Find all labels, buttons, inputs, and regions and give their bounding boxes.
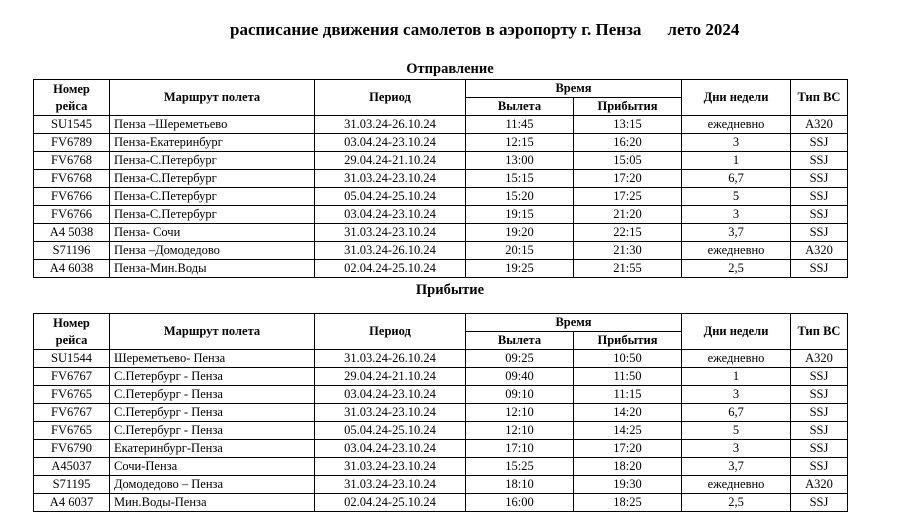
route-cell: Пенза-Екатеринбург (110, 134, 315, 152)
departure-time-cell: 15:20 (466, 188, 574, 206)
table-row (34, 134, 848, 152)
arrivals-title: Прибытие (415, 282, 485, 298)
aircraft-type-cell: А320 (791, 476, 848, 494)
days-cell: 1 (682, 152, 791, 170)
arrival-time-cell: 18:20 (574, 458, 682, 476)
table-row (34, 422, 848, 440)
days-cell: 5 (682, 422, 791, 440)
route-cell: Мин.Воды-Пенза (110, 494, 315, 512)
aircraft-type-cell: А320 (791, 350, 848, 368)
days-cell: ежедневно (682, 476, 791, 494)
flight-header-line1: Номер (53, 81, 90, 96)
flight-number-cell: FV6789 (34, 134, 110, 152)
aircraft-type-cell: SSJ (791, 134, 848, 152)
days-cell: 1 (682, 368, 791, 386)
arrival-time-cell: 14:25 (574, 422, 682, 440)
flight-number-cell: FV6765 (34, 422, 110, 440)
period-cell: 31.03.24-26.10.24 (315, 242, 466, 260)
flight-number-header (34, 80, 110, 116)
table-row (34, 206, 848, 224)
route-header: Маршрут полета (110, 80, 315, 116)
arrival-time-cell: 21:55 (574, 260, 682, 278)
arrival-time-cell: 17:25 (574, 188, 682, 206)
aircraft-type-cell: SSJ (791, 170, 848, 188)
table-row (34, 152, 848, 170)
days-cell: 2,5 (682, 260, 791, 278)
arrival-time-cell: 21:30 (574, 242, 682, 260)
header-row (34, 80, 848, 98)
route-cell: Пенза-С.Петербург (110, 152, 315, 170)
route-cell: Екатеринбург-Пенза (110, 440, 315, 458)
route-cell: Пенза-С.Петербург (110, 170, 315, 188)
departure-time-cell: 12:10 (466, 422, 574, 440)
departures-title: Отправление (406, 61, 494, 77)
days-cell: 3 (682, 134, 791, 152)
arrival-time-cell: 10:50 (574, 350, 682, 368)
flight-number-cell: FV6766 (34, 188, 110, 206)
flight-number-cell: FV6768 (34, 170, 110, 188)
route-cell: Пенза-С.Петербург (110, 206, 315, 224)
days-cell: ежедневно (682, 242, 791, 260)
aircraft-type-cell: SSJ (791, 188, 848, 206)
departure-time-cell: 13:00 (466, 152, 574, 170)
arrival-time-header: Прибытия (574, 98, 682, 116)
route-cell: Пенза –Домодедово (110, 242, 315, 260)
period-cell: 02.04.24-25.10.24 (315, 260, 466, 278)
page-title (230, 20, 739, 40)
title-season: лето 2024 (667, 20, 740, 39)
days-cell: 3 (682, 206, 791, 224)
arrival-time-cell: 18:25 (574, 494, 682, 512)
route-cell: Сочи-Пенза (110, 458, 315, 476)
arrival-time-cell: 14:20 (574, 404, 682, 422)
departure-time-cell: 20:15 (466, 242, 574, 260)
period-cell: 31.03.24-23.10.24 (315, 170, 466, 188)
arrival-time-cell: 11:50 (574, 368, 682, 386)
table-row (34, 242, 848, 260)
flight-number-cell: FV6768 (34, 152, 110, 170)
departure-time-header: Вылета (466, 332, 574, 350)
arrival-time-cell: 11:15 (574, 386, 682, 404)
period-cell: 05.04.24-25.10.24 (315, 188, 466, 206)
table-row (34, 440, 848, 458)
arrival-time-cell: 16:20 (574, 134, 682, 152)
days-cell: 5 (682, 188, 791, 206)
route-header: Маршрут полета (110, 314, 315, 350)
days-cell: 3 (682, 386, 791, 404)
departures-table (33, 79, 848, 278)
title-main: расписание движения самолетов в аэропорту г. Пенза (230, 20, 642, 39)
period-cell: 03.04.24-23.10.24 (315, 386, 466, 404)
aircraft-type-cell: SSJ (791, 422, 848, 440)
departure-time-cell: 19:25 (466, 260, 574, 278)
arrival-time-cell: 13:15 (574, 116, 682, 134)
aircraft-type-header: Тип ВС (791, 80, 848, 116)
departures-body (34, 116, 848, 278)
arrivals-table (33, 313, 848, 512)
flight-number-cell: S71195 (34, 476, 110, 494)
aircraft-type-cell: SSJ (791, 206, 848, 224)
arrival-time-header: Прибытия (574, 332, 682, 350)
arrival-time-cell: 21:20 (574, 206, 682, 224)
aircraft-type-cell: SSJ (791, 152, 848, 170)
route-cell: С.Петербург - Пенза (110, 404, 315, 422)
days-cell: 3,7 (682, 224, 791, 242)
flight-number-cell: SU1545 (34, 116, 110, 134)
arrival-time-cell: 17:20 (574, 170, 682, 188)
days-cell: ежедневно (682, 350, 791, 368)
aircraft-type-cell: А320 (791, 242, 848, 260)
table-row (34, 224, 848, 242)
aircraft-type-cell: SSJ (791, 404, 848, 422)
flight-number-cell: SU1544 (34, 350, 110, 368)
aircraft-type-cell: SSJ (791, 458, 848, 476)
flight-number-cell: FV6767 (34, 368, 110, 386)
aircraft-type-cell: А320 (791, 116, 848, 134)
departure-time-cell: 11:45 (466, 116, 574, 134)
period-cell: 29.04.24-21.10.24 (315, 368, 466, 386)
days-cell: 3,7 (682, 458, 791, 476)
table-row (34, 170, 848, 188)
arrivals-body (34, 350, 848, 512)
table-row (34, 458, 848, 476)
period-cell: 31.03.24-23.10.24 (315, 458, 466, 476)
departure-time-cell: 09:40 (466, 368, 574, 386)
flight-number-cell: FV6765 (34, 386, 110, 404)
departure-time-cell: 12:15 (466, 134, 574, 152)
aircraft-type-cell: SSJ (791, 386, 848, 404)
days-cell: ежедневно (682, 116, 791, 134)
flight-header-line1: Номер (53, 315, 90, 330)
days-cell: 2,5 (682, 494, 791, 512)
period-cell: 31.03.24-23.10.24 (315, 476, 466, 494)
route-cell: Пенза-Мин.Воды (110, 260, 315, 278)
days-header: Дни недели (682, 80, 791, 116)
departure-time-cell: 09:25 (466, 350, 574, 368)
aircraft-type-cell: SSJ (791, 368, 848, 386)
table-row (34, 386, 848, 404)
flight-number-cell: А4 6037 (34, 494, 110, 512)
departure-time-cell: 18:10 (466, 476, 574, 494)
departure-time-header: Вылета (466, 98, 574, 116)
days-cell: 6,7 (682, 404, 791, 422)
period-cell: 05.04.24-25.10.24 (315, 422, 466, 440)
table-row (34, 260, 848, 278)
table-row (34, 350, 848, 368)
table-row (34, 368, 848, 386)
flight-number-cell: FV6766 (34, 206, 110, 224)
departure-time-cell: 19:20 (466, 224, 574, 242)
flight-header-line2: рейса (55, 332, 88, 347)
aircraft-type-cell: SSJ (791, 224, 848, 242)
period-cell: 02.04.24-25.10.24 (315, 494, 466, 512)
table-row (34, 476, 848, 494)
period-header: Период (315, 314, 466, 350)
departure-time-cell: 17:10 (466, 440, 574, 458)
period-header: Период (315, 80, 466, 116)
period-cell: 31.03.24-23.10.24 (315, 404, 466, 422)
flight-number-cell: А4 6038 (34, 260, 110, 278)
flight-number-header (34, 314, 110, 350)
time-header: Время (466, 80, 682, 98)
flight-number-cell: А45037 (34, 458, 110, 476)
departure-time-cell: 15:15 (466, 170, 574, 188)
period-cell: 03.04.24-23.10.24 (315, 440, 466, 458)
flight-number-cell: S71196 (34, 242, 110, 260)
departure-time-cell: 16:00 (466, 494, 574, 512)
period-cell: 31.03.24-26.10.24 (315, 116, 466, 134)
aircraft-type-cell: SSJ (791, 260, 848, 278)
flight-number-cell: А4 5038 (34, 224, 110, 242)
header-row (34, 314, 848, 332)
route-cell: Шереметьево- Пенза (110, 350, 315, 368)
route-cell: Пенза-С.Петербург (110, 188, 315, 206)
arrival-time-cell: 22:15 (574, 224, 682, 242)
days-cell: 6,7 (682, 170, 791, 188)
table-row (34, 188, 848, 206)
arrival-time-cell: 15:05 (574, 152, 682, 170)
days-header: Дни недели (682, 314, 791, 350)
days-cell: 3 (682, 440, 791, 458)
table-row (34, 116, 848, 134)
flight-number-cell: FV6790 (34, 440, 110, 458)
departure-time-cell: 09:10 (466, 386, 574, 404)
arrival-time-cell: 19:30 (574, 476, 682, 494)
departure-time-cell: 12:10 (466, 404, 574, 422)
aircraft-type-header: Тип ВС (791, 314, 848, 350)
departure-time-cell: 19:15 (466, 206, 574, 224)
route-cell: С.Петербург - Пенза (110, 422, 315, 440)
arrival-time-cell: 17:20 (574, 440, 682, 458)
period-cell: 31.03.24-26.10.24 (315, 350, 466, 368)
route-cell: Пенза –Шереметьево (110, 116, 315, 134)
aircraft-type-cell: SSJ (791, 440, 848, 458)
flight-number-cell: FV6767 (34, 404, 110, 422)
period-cell: 29.04.24-21.10.24 (315, 152, 466, 170)
departure-time-cell: 15:25 (466, 458, 574, 476)
route-cell: С.Петербург - Пенза (110, 368, 315, 386)
period-cell: 03.04.24-23.10.24 (315, 134, 466, 152)
route-cell: Домодедово – Пенза (110, 476, 315, 494)
time-header: Время (466, 314, 682, 332)
route-cell: Пенза- Сочи (110, 224, 315, 242)
period-cell: 03.04.24-23.10.24 (315, 206, 466, 224)
table-row (34, 494, 848, 512)
period-cell: 31.03.24-23.10.24 (315, 224, 466, 242)
route-cell: С.Петербург - Пенза (110, 386, 315, 404)
table-row (34, 404, 848, 422)
aircraft-type-cell: SSJ (791, 494, 848, 512)
flight-header-line2: рейса (55, 98, 88, 113)
